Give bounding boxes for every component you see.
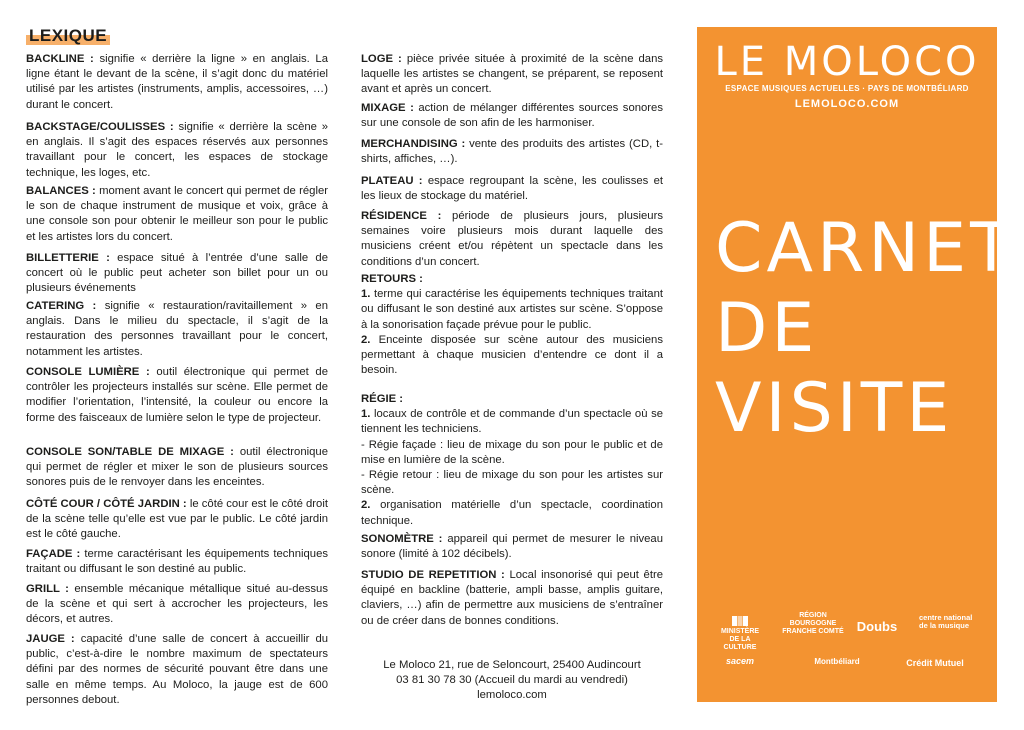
- glossary-entry-grill: [26, 582, 328, 628]
- glossary-entry-balances: [26, 184, 328, 245]
- definition: signifie « restauration/ravitaillement » en anglais. Dans le milieu du spectacle, il s’agit de la restauration des personnes travaillant pour le concert, notamment les artistes.: [26, 300, 328, 358]
- address: Le Moloco 21, rue de Seloncourt, 25400 Audincourt: [383, 659, 641, 671]
- glossary-entry-billetterie: [26, 251, 328, 297]
- definition: vente des produits des artistes (CD, t-shirts, affiches, …).: [361, 138, 663, 166]
- sub-definition: - Régie façade : lieu de mixage du son pour le public et de mise en lumière de la scène.: [361, 438, 663, 466]
- definition: Local insonorisé qui peut être équipé en backline (batterie, ampli basse, amplis guitare, claviers, …) afin de permettre aux musiciens de s’entraîner ou de créer dans de bonnes conditions.: [361, 569, 663, 627]
- term-separator: :: [457, 138, 470, 150]
- title-line-2: DE: [715, 289, 819, 368]
- title-line-1: CARNET: [715, 209, 1016, 288]
- definition: appareil qui permet de mesurer le niveau sonore (limité à 102 décibels).: [361, 533, 664, 561]
- glossary-entry-catering: [26, 299, 328, 360]
- definition: le côté cour est le côté droit de la scène telle qu’elle est vue par le public. Le côté jardin est le côté gauche.: [26, 498, 328, 541]
- partner-name: Crédit Mutuel: [906, 658, 964, 668]
- definition: action de mélanger différentes sources sonores sur une console de son afin de les harmoniser.: [361, 102, 663, 130]
- glossary-entry-console-son: [26, 445, 328, 491]
- partner-name: Doubs: [856, 619, 898, 634]
- term: GRILL: [26, 583, 60, 595]
- term: FAÇADE: [26, 548, 73, 560]
- glossary-entry-mixage: [361, 101, 663, 131]
- credit-mutuel-icon: [895, 658, 975, 668]
- item-number: 2.: [361, 333, 371, 346]
- definition: signifie « derrière la ligne » en anglais. La ligne étant le devant de la scène, il s’agit donc du matériel utilisé par les artistes (instruments, amplis, accessoires, …) durant le concert.: [26, 53, 328, 111]
- partner-name: MINISTÈRE DE LA CULTURE: [720, 628, 760, 651]
- term-separator: :: [413, 175, 428, 187]
- definition: période de plusieurs jours, plusieurs semaines voire plusieurs mois durant laquelle des musiciens créent et/ou répètent un spectacle dans les conditions d’un concert.: [361, 210, 663, 268]
- term-separator: :: [426, 210, 453, 222]
- lexique-title: LEXIQUE: [26, 26, 110, 46]
- term-separator: :: [84, 300, 105, 312]
- marianne-icon: [717, 616, 763, 652]
- term-separator: :: [433, 533, 448, 545]
- term-separator: :: [496, 569, 510, 581]
- definition: pièce privée située à proximité de la scène dans laquelle les artistes se changent, se préparent, se reposent avant et après un concert.: [361, 53, 664, 96]
- phone: 03 81 30 78 30 (Accueil du mardi au vendredi): [396, 674, 628, 687]
- term: MERCHANDISING: [361, 138, 458, 150]
- cnm-icon: [919, 614, 979, 630]
- term-separator: :: [72, 548, 85, 560]
- term: CONSOLE SON/TABLE DE MIXAGE: [26, 446, 225, 458]
- glossary-entry-regie: [361, 392, 663, 529]
- definition: ensemble mécanique métallique situé au-dessus de la scène et qui sert à accrocher les projecteurs, les décors, et autres.: [26, 583, 328, 626]
- term-separator: :: [59, 583, 75, 595]
- partner-logos: [697, 612, 997, 682]
- item-number: 1.: [361, 288, 371, 301]
- term-separator: :: [139, 366, 157, 378]
- logo-url: LEMOLOCO.COM: [794, 98, 900, 110]
- moloco-logo: LE MOLOCO: [714, 39, 980, 85]
- glossary-entry-studio: [361, 568, 663, 629]
- glossary-entry-plateau: [361, 174, 663, 204]
- glossary-entry-backline: [26, 52, 328, 113]
- term: JAUGE: [26, 633, 65, 645]
- term-separator: :: [88, 185, 100, 197]
- definition: outil électronique qui permet de régler et mixer le son de plusieurs sources sonores puis de le renvoyer dans les enceintes.: [26, 446, 328, 489]
- term-separator: :: [405, 102, 419, 114]
- partner-name: Montbéliard: [814, 657, 860, 666]
- definition: espace situé à l’entrée d’une salle de concert où le public peut acheter son billet pour un ou plusieurs événements: [26, 252, 328, 295]
- definition: Enceinte disposée sur scène autour des musiciens permettant à chaque musicien d’entendre ce dont il a besoin.: [361, 333, 663, 377]
- term: LOGE: [361, 53, 394, 65]
- glossary-entry-merchandising: [361, 137, 663, 167]
- glossary-entry-console-lumiere: [26, 365, 328, 426]
- definition: signifie « derrière la scène » en anglais. Il s’agit des espaces réservés aux personnes travaillant pour le concert, les espaces de stockage technique, les loges, etc.: [26, 121, 328, 179]
- term-separator: :: [98, 252, 118, 264]
- term-separator: :: [165, 121, 179, 133]
- term: RETOURS :: [361, 273, 423, 285]
- glossary-entry-residence: [361, 209, 663, 270]
- partner-name: sacem: [725, 656, 755, 666]
- logo-tagline: ESPACE MUSIQUES ACTUELLES · PAYS DE MONTBÉLIARD: [725, 84, 969, 93]
- definition: locaux de contrôle et de commande d’un spectacle où se tiennent les techniciens.: [361, 408, 663, 436]
- title-line-3: VISITE: [715, 369, 954, 448]
- region-icon: [781, 612, 845, 636]
- glossary-entry-facade: [26, 547, 328, 577]
- definition: outil électronique qui permet de contrôler les projecteurs installés sur scène. Elle permet de modifier l’orientation, l’intensité, la couleur ou encore la forme des faisceaux de lumière selon le type de projecteur.: [26, 366, 328, 424]
- term: CONSOLE LUMIÈRE: [26, 366, 140, 378]
- item-number: 2.: [361, 499, 371, 512]
- term: STUDIO DE REPETITION: [361, 569, 497, 581]
- partner-name: centre national de la musique: [919, 613, 973, 630]
- glossary-entry-jauge: [26, 632, 328, 708]
- definition: moment avant le concert qui permet de régler le son de chaque instrument de musique et voix, grâce à une console son pour obtenir le meilleur son pour le public et les artistes lors du concert.: [26, 185, 329, 243]
- sub-definition: - Régie retour : lieu de mixage du son pour les artistes sur scène.: [361, 469, 663, 497]
- glossary-entry-sonometre: [361, 532, 663, 562]
- glossary-entry-retours: [361, 272, 663, 378]
- term-separator: :: [84, 53, 100, 65]
- term-separator: :: [64, 633, 81, 645]
- definition: organisation matérielle d’un spectacle, coordination technique.: [361, 499, 663, 527]
- website-link[interactable]: lemoloco.com: [477, 689, 547, 702]
- term: RÉGIE :: [361, 393, 404, 405]
- montbeliard-icon: [805, 658, 869, 666]
- term: BACKSTAGE/COULISSES: [26, 121, 166, 133]
- term: BALANCES: [26, 185, 89, 197]
- definition: espace regroupant la scène, les coulisses et les lieux de stockage du matériel.: [361, 175, 663, 203]
- term: BILLETTERIE: [26, 252, 99, 264]
- glossary-entry-backstage: [26, 120, 328, 181]
- partner-name: RÉGION BOURGOGNE FRANCHE COMTÉ: [782, 612, 844, 635]
- term: SONOMÈTRE: [361, 533, 434, 545]
- term-separator: :: [393, 53, 407, 65]
- term: PLATEAU: [361, 175, 414, 187]
- cover-panel: [697, 27, 1016, 702]
- definition: terme caractérisant les équipements techniques traitant ou diffusant le son destiné au public.: [26, 548, 328, 576]
- term-separator: :: [224, 446, 240, 458]
- glossary-entry-cote-cour-jardin: [26, 497, 328, 543]
- term: CÔTÉ COUR / CÔTÉ JARDIN: [26, 498, 180, 510]
- doubs-icon: [849, 620, 905, 634]
- term-separator: :: [179, 498, 190, 510]
- definition: capacité d’une salle de concert à accueillir du public, c’est-à-dire le nombre maximum de spectateurs défini par des normes de sécurité pouvant être dans une salle en même temps. Au Moloco, la jauge est de 600 personnes debout.: [26, 633, 329, 706]
- glossary-entry-loge: [361, 52, 663, 98]
- term: BACKLINE: [26, 53, 85, 65]
- item-number: 1.: [361, 408, 371, 421]
- term: MIXAGE: [361, 102, 406, 114]
- sacem-icon: [719, 656, 761, 666]
- term: RÉSIDENCE: [361, 210, 427, 222]
- term: CATERING: [26, 300, 85, 312]
- definition: terme qui caractérise les équipements techniques traitant ou diffusant le son destiné aux artistes sur scène. S’oppose à la sonorisation façade prévue pour le public.: [361, 288, 663, 331]
- contact-footer: [361, 658, 663, 704]
